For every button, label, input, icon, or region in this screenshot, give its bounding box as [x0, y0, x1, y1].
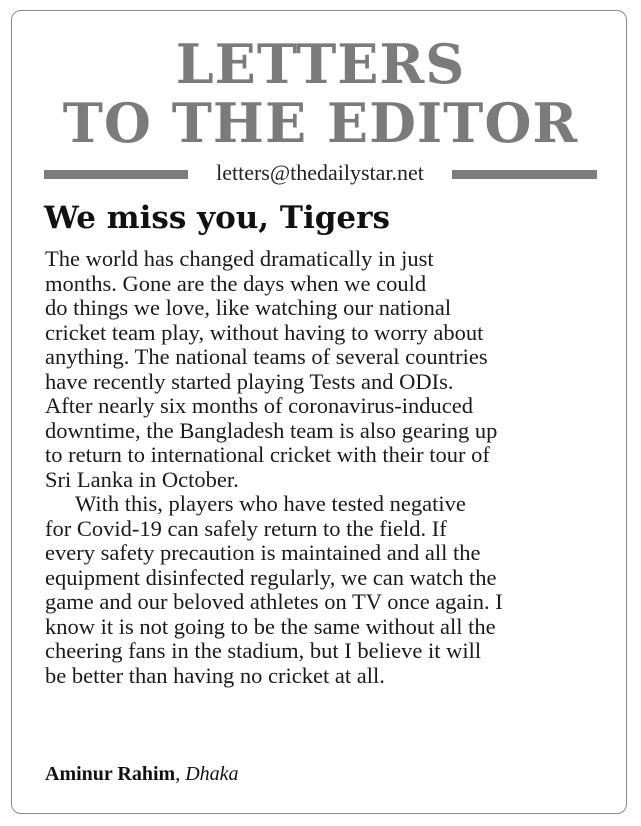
body-line: every safety precaution is maintained and all the	[45, 540, 481, 565]
letter-headline: We miss you, Tigers	[44, 200, 390, 236]
body-line: to return to international cricket with their tour of	[45, 442, 490, 467]
letter-body	[45, 247, 605, 688]
left-divider-rule	[44, 170, 188, 179]
author-city: Dhaka	[185, 763, 239, 785]
body-line: have recently started playing Tests and ODIs.	[45, 368, 454, 394]
paragraph-1	[45, 247, 605, 492]
author-name: Aminur Rahim	[45, 763, 176, 785]
body-line: anything. The national teams of several countries	[45, 344, 488, 369]
letter-signoff	[45, 760, 239, 788]
contact-email: letters@thedailystar.net	[216, 160, 424, 185]
body-line: cricket team play, without having to worry about	[45, 319, 484, 345]
body-line: After nearly six months of coronavirus-induced	[45, 393, 474, 418]
body-line: cheering fans in the stadium, but I believe it will	[45, 638, 482, 663]
masthead-title-line-1: LETTERS	[175, 32, 466, 96]
body-line: Sri Lanka in October.	[45, 466, 239, 492]
body-line: be better than having no cricket at all.	[45, 662, 385, 688]
body-line: equipment disinfected regularly, we can watch the	[45, 564, 497, 590]
body-line: The world has changed dramatically in just	[45, 246, 434, 271]
body-line: downtime, the Bangladesh team is also gearing up	[45, 417, 498, 443]
body-line: for Covid-19 can safely return to the field. If	[45, 515, 447, 541]
contact-bar	[44, 158, 597, 188]
signoff-separator: ,	[175, 763, 186, 785]
body-line: game and our beloved athletes on TV once again. I	[45, 589, 503, 614]
right-divider-rule	[452, 170, 597, 179]
masthead-title-line-2: TO THE EDITOR	[62, 91, 579, 155]
body-line: With this, players who have tested negative	[75, 491, 466, 516]
paragraph-2	[45, 492, 605, 688]
body-line: months. Gone are the days when we could	[45, 270, 427, 296]
body-line: do things we love, like watching our national	[45, 295, 452, 320]
body-line: know it is not going to be the same without all the	[45, 613, 496, 639]
